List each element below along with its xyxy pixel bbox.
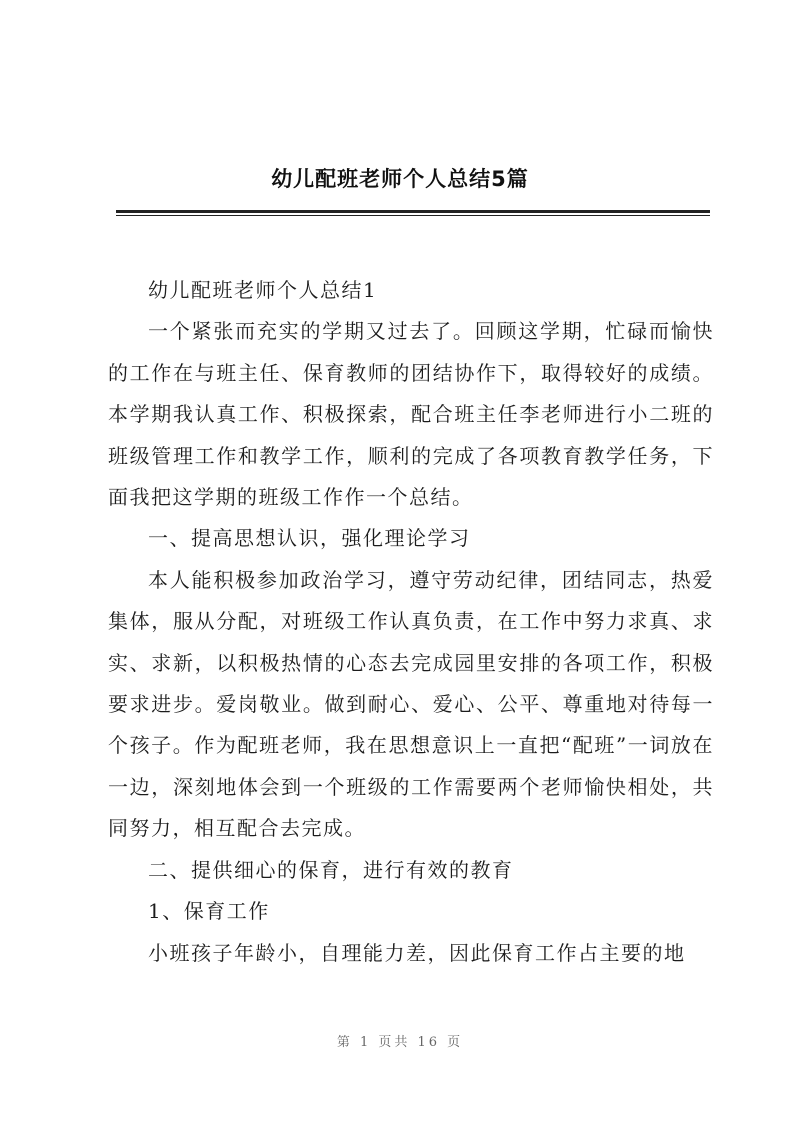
paragraph: 一个紧张而充实的学期又过去了。回顾这学期，忙碌而愉快的工作在与班主任、保育教师的团结协作下，取得较好的成绩。本学期我认真工作、积极探索，配合班主任李老师进行小二班的班级管理工作和教学工作，顺利的完成了各项教育教学任务，下面我把这学期的班级工作作一个总结。 xyxy=(108,319,714,510)
paragraph: 小班孩子年龄小，自理能力差，因此保育工作占主要的地 xyxy=(148,940,686,965)
document-body xyxy=(108,270,714,974)
title-divider xyxy=(116,210,710,213)
subsection-heading: 1、保育工作 xyxy=(148,899,270,924)
page-footer: 第 1 页共 16 页 xyxy=(336,1035,464,1050)
title-divider-thin xyxy=(116,215,710,216)
document-title: 幼儿配班老师个人总结5篇 xyxy=(271,167,529,191)
section-heading: 一、提高思想认识，强化理论学习 xyxy=(148,526,471,551)
section-heading: 幼儿配班老师个人总结1 xyxy=(148,278,378,302)
section-heading: 二、提供细心的保育，进行有效的教育 xyxy=(148,857,514,882)
paragraph: 本人能积极参加政治学习，遵守劳动纪律，团结同志，热爱集体，服从分配，对班级工作认真负责，在工作中努力求真、求实、求新，以积极热情的心态去完成园里安排的各项工作，积极要求进步。爱岗敬业。做到耐心、爱心、公平、尊重地对待每一个孩子。作为配班老师，我在思想意识上一直把“配班”一词放在一边，深刻地体会到一个班级的工作需要两个老师愉快相处，共同努力，相互配合去完成。 xyxy=(108,567,714,841)
